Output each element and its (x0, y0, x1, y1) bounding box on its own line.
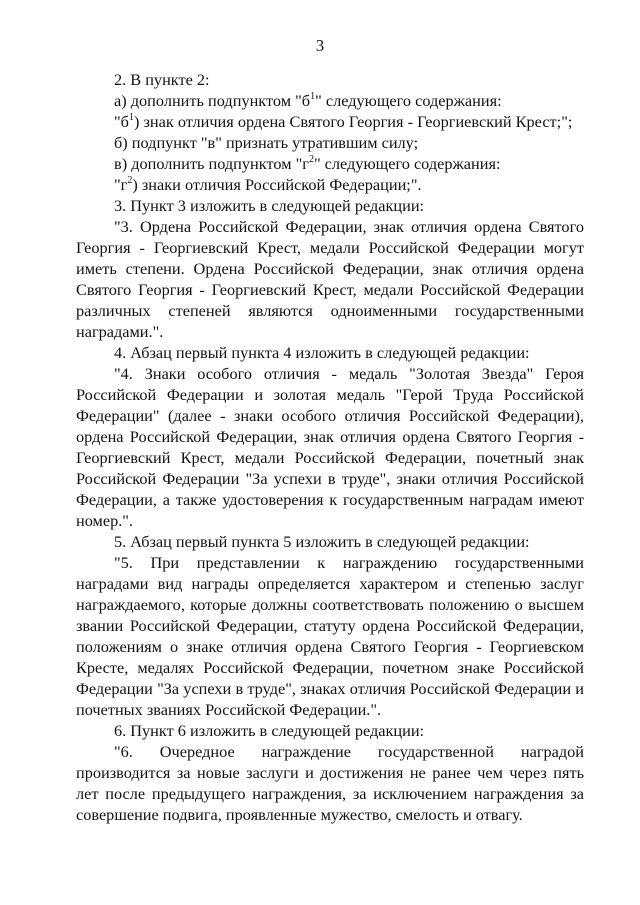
paragraph: 5. Абзац первый пункта 5 изложить в следующей редакции: (114, 532, 530, 551)
paragraph: в) дополнить подпунктом "$г^2$" следующего содержания: (114, 153, 501, 173)
paragraph: а) дополнить подпунктом "$б^1$" следующего содержания: (114, 90, 502, 110)
paragraph: 6. Пункт 6 изложить в следующей редакции: (114, 721, 425, 740)
page-number: 3 (315, 36, 325, 55)
paragraph: "$б^1$) знак отличия ордена Святого Георгия - Георгиевский Крест;"; (114, 111, 573, 131)
paragraph: "$г^2$) знаки отличия Российской Федерации;". (114, 174, 422, 194)
paragraph: "3. Ордена Российской Федерации, знак отличия ордена Святого Георгия - Георгиевский Крест, медали Российской Федерации могут иметь степени. Ордена Российской Федерации, знак отличия ордена Святого Георгия - Георгиевский Крест, медали Российской Федерации различных степеней являются одноименными государственными наградами.". (76, 217, 584, 341)
paragraph: "5. При представлении к награждению государственными наградами вид награды определяется характером и степенью заслуг награждаемого, которые должны соответствовать положению о высшем звании Российской Федерации, статуту ордена Российской Федерации, положениям о знаке отличия ордена Святого Георгия - Георгиевском Кресте, медалях Российской Федерации, почетном знаке Российской Федерации "За успехи в труде", знаках отличия Российской Федерации и почетных званиях Российской Федерации.". (76, 553, 584, 719)
paragraph: "6. Очередное награждение государственной наградой производится за новые заслуги и достижения не ранее чем через пять лет после предыдущего награждения, за исключением награждения за совершение подвига, проявленные мужество, смелость и отвагу. (76, 742, 584, 824)
paragraph: 2. В пункте 2: (114, 70, 210, 89)
document-body (76, 69, 584, 825)
paragraph: "4. Знаки особого отличия - медаль "Золотая Звезда" Героя Российской Федерации и золотая медаль "Герой Труда Российской Федерации" (далее - знаки особого отличия Российской Федерации), ордена Российской Федерации, знак отличия ордена Святого Георгия - Георгиевский Крест, медали Российской Федерации, почетный знак Российской Федерации "За успехи в труде", знаки отличия Российской Федерации, а также удостоверения к государственным наградам имеют номер.". (76, 364, 584, 530)
paragraph: 3. Пункт 3 изложить в следующей редакции: (114, 196, 425, 215)
paragraph: 4. Абзац первый пункта 4 изложить в следующей редакции: (114, 343, 530, 362)
paragraph: б) подпункт "в" признать утратившим силу; (114, 133, 419, 152)
